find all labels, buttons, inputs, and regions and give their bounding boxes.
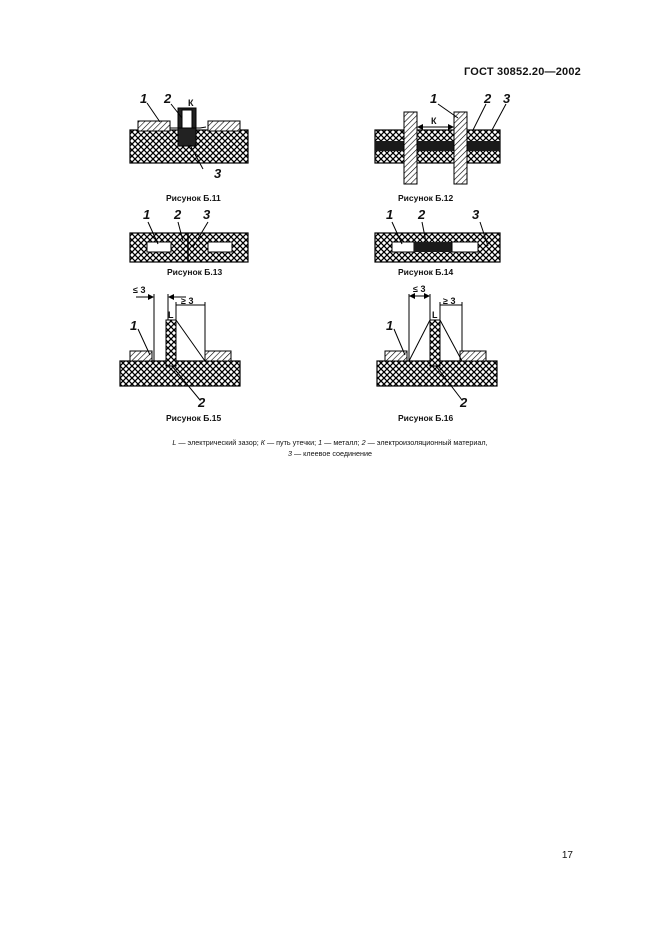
legend-symbol-3: 3 (288, 449, 292, 458)
document-header: ГОСТ 30852.20—2002 (463, 66, 581, 78)
fig-b12-caption: Рисунок Б.12 (398, 193, 454, 203)
page-number: 17 (561, 850, 573, 861)
fig-b11-label-k: К (188, 98, 194, 108)
fig-b11-caption: Рисунок Б.11 (166, 193, 221, 203)
fig-b15-label-1: 1 (130, 318, 138, 333)
legend-text-l: — электрический зазор; (176, 438, 261, 447)
fig-b13-label-2: 2 (174, 207, 182, 222)
fig-b11-label-3: 3 (214, 166, 222, 181)
figure-b12 (375, 91, 511, 203)
figure-b11 (130, 91, 248, 203)
legend-text-3: — клеевое соединение (292, 449, 372, 458)
fig-b15-label-2: 2 (198, 395, 206, 410)
fig-b16-label-ge3: ≥ 3 (443, 296, 456, 306)
fig-b13-label-3: 3 (203, 207, 211, 222)
legend-text-k: — путь утечки; (264, 438, 319, 447)
fig-b12-label-3: 3 (503, 91, 511, 106)
figure-b16 (377, 284, 497, 423)
figure-legend (110, 437, 550, 459)
figure-b14 (375, 207, 500, 277)
fig-b12-label-1: 1 (430, 91, 438, 106)
fig-b15-label-ge3: ≥ 3 (181, 296, 194, 306)
fig-b14-label-1: 1 (386, 207, 394, 222)
figure-b13 (130, 207, 248, 277)
fig-b16-label-l: L (432, 310, 438, 320)
figure-b15 (120, 285, 240, 423)
fig-b15-label-l: L (168, 310, 174, 320)
fig-b15-caption: Рисунок Б.15 (166, 413, 222, 423)
fig-b11-label-1: 1 (140, 91, 148, 106)
fig-b11-label-2: 2 (164, 91, 172, 106)
fig-b16-label-le3: ≤ 3 (413, 284, 426, 294)
fig-b14-caption: Рисунок Б.14 (398, 267, 454, 277)
legend-symbol-l: L (172, 438, 177, 447)
fig-b12-label-k: К (431, 116, 437, 126)
fig-b16-label-1: 1 (386, 318, 394, 333)
legend-text-2: — электроизоляционный материал, (365, 438, 488, 447)
fig-b12-label-2: 2 (484, 91, 492, 106)
fig-b13-label-1: 1 (143, 207, 151, 222)
legend-line-1 (110, 437, 550, 448)
fig-b15-label-le3: ≤ 3 (133, 285, 146, 295)
fig-b13-caption: Рисунок Б.13 (167, 267, 223, 277)
fig-b16-caption: Рисунок Б.16 (398, 413, 454, 423)
legend-symbol-1: 1 (318, 438, 323, 447)
legend-symbol-2: 2 (361, 438, 366, 447)
legend-text-1: — металл; (322, 438, 362, 447)
fig-b14-label-3: 3 (472, 207, 480, 222)
fig-b16-label-2: 2 (460, 395, 468, 410)
legend-symbol-k: К (260, 438, 265, 447)
fig-b14-label-2: 2 (418, 207, 426, 222)
legend-line-2 (110, 448, 550, 459)
